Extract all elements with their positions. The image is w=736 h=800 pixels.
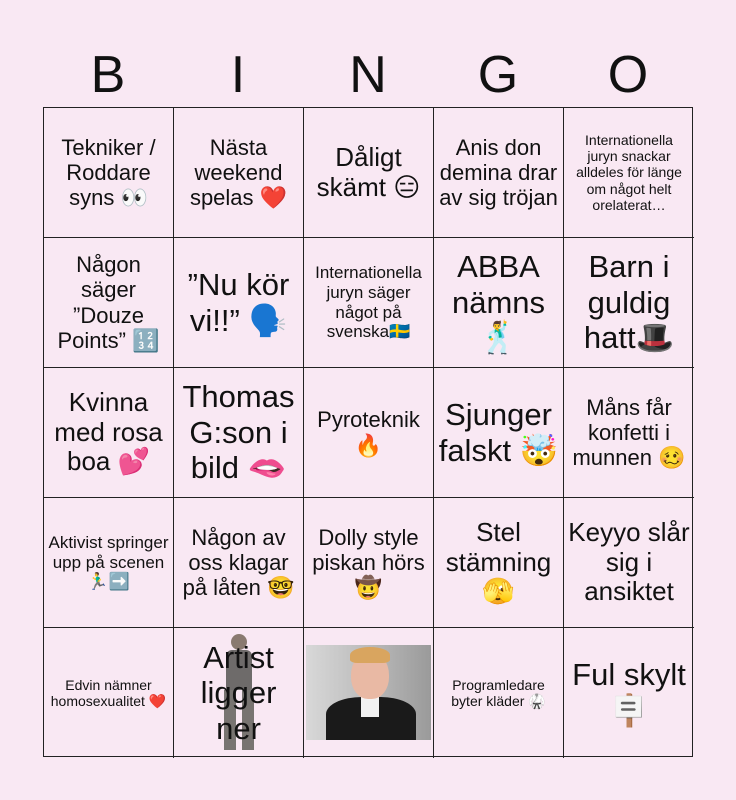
bingo-cell[interactable]: Någon säger ”Douze Points” 🔢 [44,238,174,368]
bingo-cell[interactable]: Thomas G:son i bild 🫦 [174,368,304,498]
bingo-cell-artist[interactable] [174,628,304,758]
bingo-board [43,107,693,757]
bingo-cell[interactable]: ”Nu kör vi!!” 🗣️ [174,238,304,368]
bingo-cell[interactable]: Sjunger falskt 🤯 [434,368,564,498]
bingo-cell[interactable]: Internationella juryn säger något på svenska🇸🇪 [304,238,434,368]
bingo-cell-photo[interactable] [304,628,434,758]
bingo-cell[interactable]: Nästa weekend spelas ❤️ [174,108,304,238]
bingo-cell[interactable]: Pyroteknik 🔥 [304,368,434,498]
bingo-cell[interactable]: Aktivist springer upp på scenen 🏃‍♂️➡️ [44,498,174,628]
bingo-cell[interactable]: Barn i guldig hatt🎩 [564,238,694,368]
bingo-cell[interactable]: Någon av oss klagar på låten 🤓 [174,498,304,628]
header-letter-o: O [607,46,649,104]
bingo-cell[interactable]: Ful skylt 🪧 [572,657,686,728]
bingo-cell-text: Artist ligger ner [200,639,277,746]
bingo-cell[interactable]: Anis don demina drar av sig tröjan [434,108,564,238]
header-letter-n: N [349,46,387,104]
bingo-cell[interactable]: Dolly style piskan hörs🤠 [304,498,434,628]
header-letter-b: B [90,46,126,104]
bingo-cell[interactable]: Stel stämning 🫣 [434,498,564,628]
bingo-cell[interactable]: Tekniker / Roddare syns 👀 [44,108,174,238]
bingo-cell[interactable]: Kvinna med rosa boa 💕 [44,368,174,498]
bingo-header [43,44,693,106]
bingo-cell[interactable]: Måns får konfetti i munnen 🥴 [564,368,694,498]
bingo-cell[interactable]: Programledare byter kläder 🥋 [434,628,564,758]
bingo-cell[interactable]: Edvin nämner homosexualitet ❤️ [44,628,174,758]
bingo-cell[interactable]: Dåligt skämt 😑 [304,108,434,238]
header-letter-i: I [230,46,246,104]
bingo-cell[interactable]: Keyyo slår sig i ansiktet [564,498,694,628]
bingo-cell[interactable]: Internationella juryn snackar alldeles för länge om något helt orelaterat… [564,108,694,238]
header-letter-g: G [477,46,519,104]
bingo-cell[interactable]: ABBA nämns 🕺 [434,238,564,368]
portrait-photo [306,645,431,740]
